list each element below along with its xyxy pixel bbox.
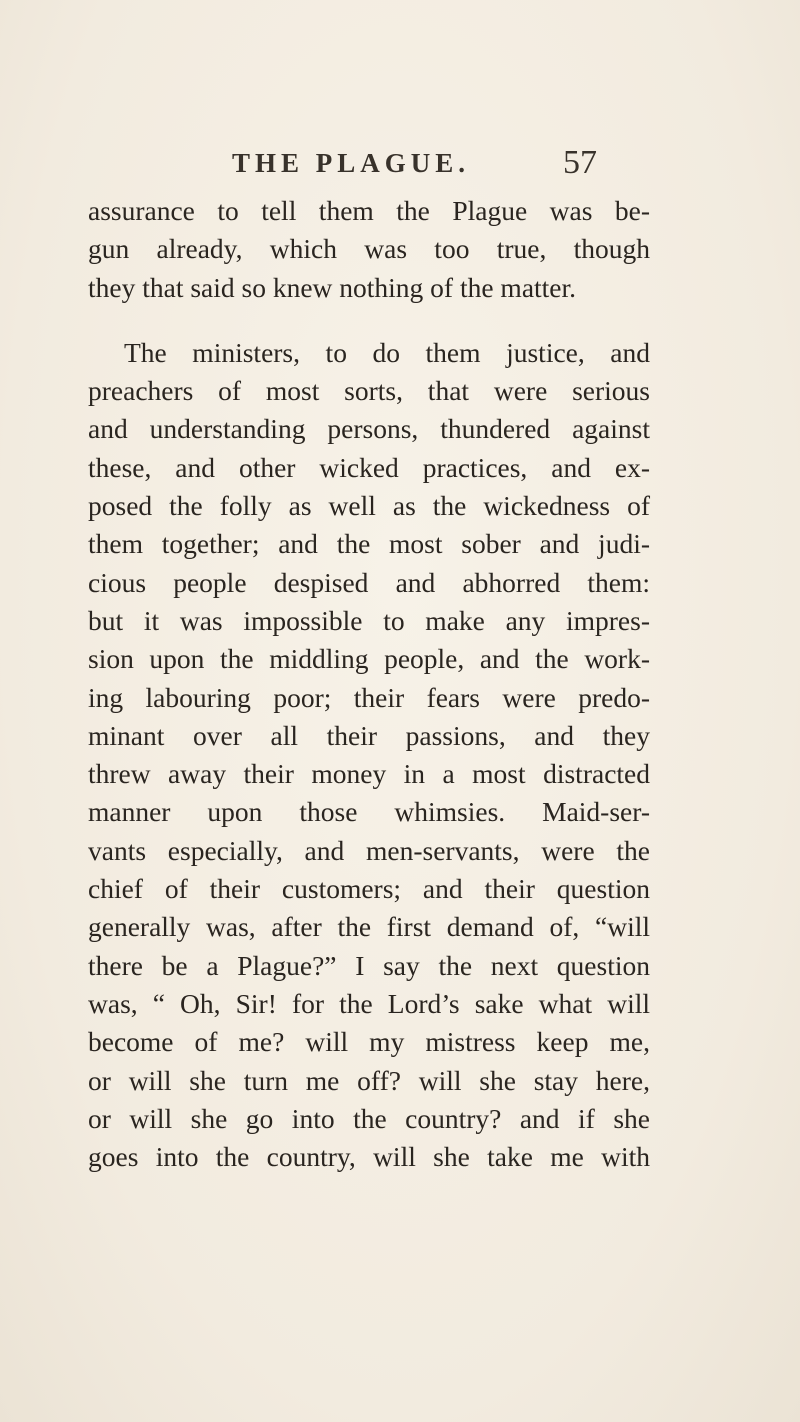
text-line: become of me? will my mistress keep me, <box>88 1026 650 1058</box>
text-line: minant over all their passions, and they <box>88 719 650 751</box>
text-line: there be a Plague?” I say the next question <box>88 949 650 981</box>
text-line: and understanding persons, thundered against <box>88 413 650 445</box>
text-line: was, “ Oh, Sir! for the Lord’s sake what will <box>88 987 650 1019</box>
text-line: posed the folly as well as the wickedness of <box>88 490 650 522</box>
text-line: assurance to tell them the Plague was be- <box>88 195 650 226</box>
text-line: The ministers, to do them justice, and <box>124 336 650 368</box>
text-line: chief of their customers; and their question <box>88 873 650 905</box>
text-line: them together; and the most sober and judi- <box>88 528 650 560</box>
body-text <box>88 192 650 1176</box>
text-line: ing labouring poor; their fears were predo- <box>88 681 650 713</box>
text-line: but it was impossible to make any impres- <box>88 604 650 636</box>
text-line: cious people despised and abhorred them: <box>88 566 650 598</box>
text-line: or will she go into the country? and if she <box>88 1102 650 1134</box>
text-line: gun already, which was too true, though <box>88 233 650 265</box>
text-line: vants especially, and men-servants, were the <box>88 834 650 866</box>
text-line: goes into the country, will she take me with <box>88 1141 650 1173</box>
text-line: these, and other wicked practices, and ex- <box>88 451 650 483</box>
text-line: manner upon those whimsies. Maid-ser- <box>88 796 650 828</box>
text-line: generally was, after the first demand of, “will <box>88 911 650 943</box>
text-line: they that said so knew nothing of the matter. <box>88 271 577 303</box>
page-number: 57 <box>563 144 597 181</box>
running-title: THE PLAGUE. <box>232 148 471 178</box>
paragraph-2 <box>88 334 650 1177</box>
text-line: sion upon the middling people, and the work- <box>88 643 650 675</box>
text-line: or will she turn me off? will she stay here, <box>88 1064 650 1096</box>
text-line: preachers of most sorts, that were serious <box>88 375 650 407</box>
paragraph-1 <box>88 192 650 307</box>
text-line: threw away their money in a most distracted <box>88 758 650 790</box>
page-header <box>0 144 800 188</box>
